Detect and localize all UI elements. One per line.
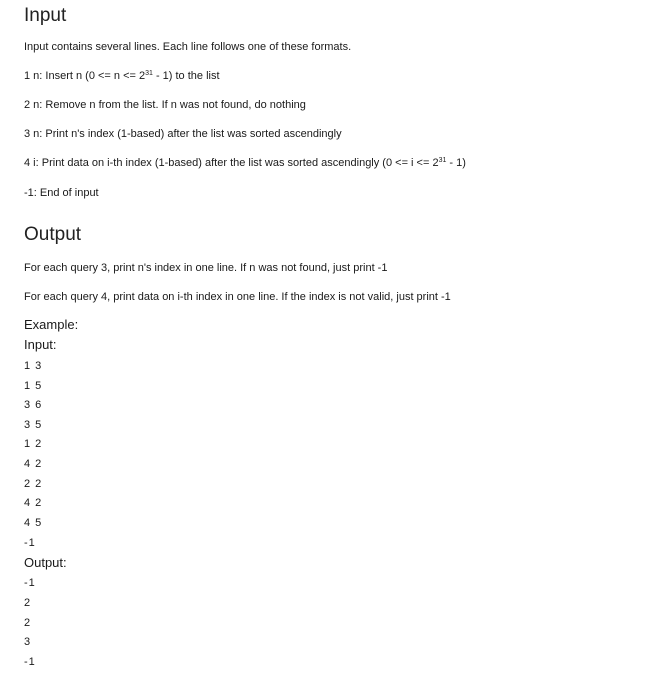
format-description: End of input (36, 187, 99, 199)
output-line-query-3: For each query 3, print n's index in one line. If n was not found, just print -1 (24, 262, 388, 274)
example-input-line: 4 2 (24, 458, 43, 470)
example-output-line: 3 (24, 636, 32, 648)
example-output-line: 2 (24, 617, 32, 629)
example-input-label: Input: (24, 337, 57, 352)
example-input-line: -1 (24, 537, 36, 549)
example-output-line: -1 (24, 656, 36, 668)
format-line-insert (24, 69, 220, 83)
format-command: 3 n: (24, 128, 43, 140)
example-input-line: 1 5 (24, 380, 43, 392)
example-input-line: 3 6 (24, 399, 43, 411)
format-line-print-data (24, 156, 466, 170)
example-input-line: 1 3 (24, 360, 43, 372)
example-output-line: 2 (24, 597, 32, 609)
output-line-query-4: For each query 4, print data on i-th index in one line. If the index is not valid, just print -1 (24, 291, 451, 303)
format-exponent: 31 (145, 70, 153, 77)
format-line-end (24, 186, 99, 200)
format-line-remove (24, 98, 306, 112)
input-heading: Input (24, 5, 67, 26)
format-command: 2 n: (24, 99, 43, 111)
example-input-line: 2 2 (24, 478, 43, 490)
format-command: 1 n: (24, 70, 43, 82)
format-command: 4 i: (24, 157, 39, 169)
example-output-label: Output: (24, 555, 67, 570)
format-description: Insert n (0 <= n <= 2 (42, 70, 146, 82)
example-input-line: 4 2 (24, 497, 43, 509)
format-description: Print n's index (1-based) after the list was sorted ascendingly (42, 128, 342, 140)
output-heading: Output (24, 224, 82, 245)
example-input-line: 3 5 (24, 419, 43, 431)
format-description-tail: - 1) to the list (152, 70, 220, 82)
example-input-line: 4 5 (24, 517, 43, 529)
format-line-print-index (24, 127, 342, 141)
example-input-line: 1 2 (24, 438, 43, 450)
example-output-line: -1 (24, 577, 36, 589)
format-command: -1: (24, 187, 37, 199)
format-description: Remove n from the list. If n was not found, do nothing (42, 99, 306, 111)
input-intro: Input contains several lines. Each line follows one of these formats. (24, 41, 352, 53)
format-description-tail: - 1) (446, 157, 466, 169)
example-label: Example: (24, 317, 79, 332)
format-exponent: 31 (438, 157, 447, 164)
format-description: Print data on i-th index (1-based) after the list was sorted ascendingly (0 <= i <= 2 (38, 157, 439, 169)
